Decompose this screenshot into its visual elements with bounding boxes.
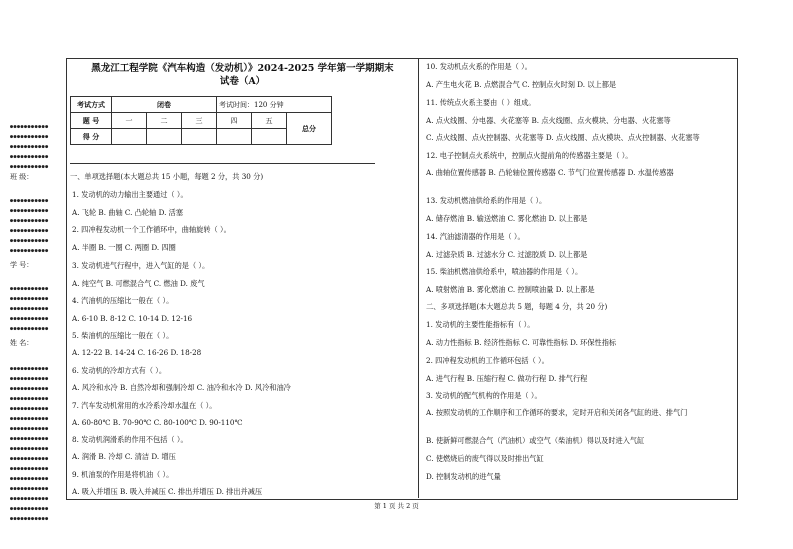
- seal-dots: ●●●●●●●●●●●: [10, 164, 49, 170]
- column-divider: [418, 58, 419, 498]
- question-text: 5. 柴油机的压缩比一般在（ ）。: [72, 331, 174, 340]
- exam-mode-label: 考试方式: [71, 97, 112, 113]
- seal-dots: ●●●●●●●●●●●: [10, 124, 49, 130]
- question-options: A. 点火线圈、分电器、火花塞等 B. 点火线圈、点火模块、分电器、火花塞等: [426, 116, 671, 125]
- question-options: A. 飞轮 B. 曲轴 C. 凸轮轴 D. 活塞: [72, 208, 184, 217]
- seal-dots: ●●●●●●●●●●●: [10, 144, 49, 150]
- exam-time: 考试时间：120 分钟: [217, 97, 332, 113]
- seal-dots: ●●●●●●●●●●●: [10, 516, 49, 522]
- question-options: A. 曲轴位置传感器 B. 凸轮轴位置传感器 C. 节气门位置传感器 D. 水温传感器: [426, 168, 674, 177]
- question-text: 2. 四冲程发动机一个工作循环中，曲轴旋转（ ）。: [72, 225, 231, 234]
- score-cell: [252, 129, 287, 145]
- column-header: 二: [147, 113, 182, 129]
- student-id-label: 学 号：: [10, 261, 34, 269]
- class-label: 班 级：: [10, 173, 34, 181]
- seal-dots: ●●●●●●●●●●●: [10, 154, 49, 160]
- score-cell: [217, 129, 252, 145]
- question-options: A. 6-10 B. 8-12 C. 10-14 D. 12-16: [72, 314, 193, 323]
- seal-dots: ●●●●●●●●●●●: [10, 446, 49, 452]
- question-options: A. 12-22 B. 14-24 C. 16-26 D. 18-28: [72, 348, 202, 357]
- seal-dots: ●●●●●●●●●●●: [10, 198, 49, 204]
- title-line-2: 试卷（A）: [219, 76, 266, 87]
- question-options: A. 吸入并增压 B. 吸入并减压 C. 排出并增压 D. 排出并减压: [72, 487, 263, 496]
- seal-dots: ●●●●●●●●●●●: [10, 366, 49, 372]
- question-text: 15. 柴油机燃油供给系中，喷油器的作用是（ ）。: [426, 267, 583, 276]
- seal-dots: ●●●●●●●●●●●: [10, 456, 49, 462]
- seal-dots: ●●●●●●●●●●●: [10, 376, 49, 382]
- score-cell: [182, 129, 217, 145]
- column-header: 四: [217, 113, 252, 129]
- question-option: A. 按照发动机的工作顺序和工作循环的要求，定时开启和关闭各气缸的进、排气门: [426, 408, 688, 417]
- question-options: A. 产生电火花 B. 点燃混合气 C. 控制点火时刻 D. 以上都是: [426, 80, 617, 89]
- question-text: 1. 发动机的主要性能指标有（ ）。: [426, 320, 535, 329]
- seal-dots: ●●●●●●●●●●●: [10, 248, 49, 254]
- section-heading: 二、多项选择题(本大题总共 5 题，每题 4 分，共 20 分): [426, 302, 608, 311]
- question-options: A. 进气行程 B. 压缩行程 C. 做功行程 D. 排气行程: [426, 374, 588, 383]
- seal-dots: ●●●●●●●●●●●: [10, 134, 49, 140]
- question-text: 6. 发动机的冷却方式有（ ）。: [72, 366, 167, 375]
- title-line-1: 黑龙江工程学院《汽车构造（发动机）》2024-2025 学年第一学期期末: [91, 63, 394, 74]
- total-score-label: 总分: [287, 113, 332, 145]
- question-options: A. 纯空气 B. 可燃混合气 C. 燃油 D. 废气: [72, 279, 205, 288]
- question-text: 14. 汽油滤清器的作用是（ ）。: [426, 232, 525, 241]
- question-options: A. 润滑 B. 冷却 C. 清洁 D. 增压: [72, 452, 176, 461]
- question-text: 7. 汽车发动机常用的水冷系冷却水温在（ ）。: [72, 401, 217, 410]
- seal-dots: ●●●●●●●●●●●: [10, 326, 49, 332]
- seal-dots: ●●●●●●●●●●●: [10, 228, 49, 234]
- score-cell: [147, 129, 182, 145]
- question-text: 2. 四冲程发动机的工作循环包括（ ）。: [426, 356, 549, 365]
- seal-dots: ●●●●●●●●●●●: [10, 296, 49, 302]
- question-text: 4. 汽油机的压缩比一般在（ ）。: [72, 296, 174, 305]
- question-option: B. 使新鲜可燃混合气（汽油机）或空气（柴油机）得以及时进入气缸: [426, 436, 645, 445]
- seal-dots: ●●●●●●●●●●●: [10, 218, 49, 224]
- section-heading: 一、单项选择题(本大题总共 15 小题，每题 2 分，共 30 分): [70, 172, 264, 181]
- seal-dots: ●●●●●●●●●●●: [10, 316, 49, 322]
- question-options: A. 风冷和水冷 B. 自然冷却和强制冷却 C. 油冷和水冷 D. 风冷和油冷: [72, 383, 291, 392]
- question-text: 13. 发动机燃油供给系的作用是（ ）。: [426, 196, 547, 205]
- seal-dots: ●●●●●●●●●●●: [10, 386, 49, 392]
- seal-dots: ●●●●●●●●●●●: [10, 416, 49, 422]
- question-options: C. 点火线圈、点火控制器、火花塞等 D. 点火线圈、点火模块、点火控制器、火花塞等: [426, 133, 700, 142]
- question-options: A. 60-80℃ B. 70-90℃ C. 80-100℃ D. 90-110℃: [72, 418, 243, 427]
- question-text: 11. 传统点火系主要由（ ）组成。: [426, 98, 536, 107]
- question-options: A. 过滤杂质 B. 过滤水分 C. 过滤胶质 D. 以上都是: [426, 250, 588, 259]
- exam-mode-value: 闭卷: [112, 97, 217, 113]
- score-cell: [112, 129, 147, 145]
- seal-dots: ●●●●●●●●●●●: [10, 496, 49, 502]
- page-number: 第 1 页 共 2 页: [374, 502, 419, 510]
- column-header: 五: [252, 113, 287, 129]
- question-text: 10. 发动机点火系的作用是（ ）。: [426, 62, 532, 71]
- question-text: 1. 发动机的动力输出主要通过（ ）。: [72, 190, 188, 199]
- seal-dots: ●●●●●●●●●●●: [10, 238, 49, 244]
- seal-dots: ●●●●●●●●●●●: [10, 406, 49, 412]
- seal-dots: ●●●●●●●●●●●: [10, 486, 49, 492]
- seal-dots: ●●●●●●●●●●●: [10, 466, 49, 472]
- question-options: A. 喷射燃油 B. 雾化燃油 C. 控制喷油量 D. 以上都是: [426, 285, 595, 294]
- column-header: 三: [182, 113, 217, 129]
- question-options: A. 半圈 B. 一圈 C. 两圈 D. 四圈: [72, 243, 176, 252]
- seal-dots: ●●●●●●●●●●●: [10, 436, 49, 442]
- question-text: 3. 发动机进气行程中，进入气缸的是（ ）。: [72, 261, 210, 270]
- question-option: D. 控制发动机的进气量: [426, 472, 501, 481]
- separator-line: [70, 163, 375, 164]
- seal-dots: ●●●●●●●●●●●: [10, 396, 49, 402]
- question-options: A. 储存燃油 B. 输送燃油 C. 雾化燃油 D. 以上都是: [426, 214, 588, 223]
- question-text: 9. 机油泵的作用是将机油（ ）。: [72, 470, 174, 479]
- question-text: 8. 发动机润滑系的作用不包括（ ）。: [72, 435, 188, 444]
- seal-dots: ●●●●●●●●●●●: [10, 476, 49, 482]
- exam-title: [70, 62, 415, 88]
- seal-dots: ●●●●●●●●●●●: [10, 506, 49, 512]
- question-options: A. 动力性指标 B. 经济性指标 C. 可靠性指标 D. 环保性指标: [426, 338, 617, 347]
- column-header: 一: [112, 113, 147, 129]
- seal-dots: ●●●●●●●●●●●: [10, 426, 49, 432]
- question-number-label: 题 号: [71, 113, 112, 129]
- score-row-label: 得 分: [71, 129, 112, 145]
- question-text: 3. 发动机的配气机构的作用是（ ）。: [426, 391, 542, 400]
- seal-dots: ●●●●●●●●●●●: [10, 306, 49, 312]
- question-text: 12. 电子控制点火系统中，控制点火提前角的传感器主要是（ ）。: [426, 151, 633, 160]
- seal-dots: ●●●●●●●●●●●: [10, 286, 49, 292]
- score-table: [70, 96, 332, 145]
- name-label: 姓 名：: [10, 339, 34, 347]
- question-option: C. 使燃烧后的废气得以及时排出气缸: [426, 454, 544, 463]
- seal-dots: ●●●●●●●●●●●: [10, 208, 49, 214]
